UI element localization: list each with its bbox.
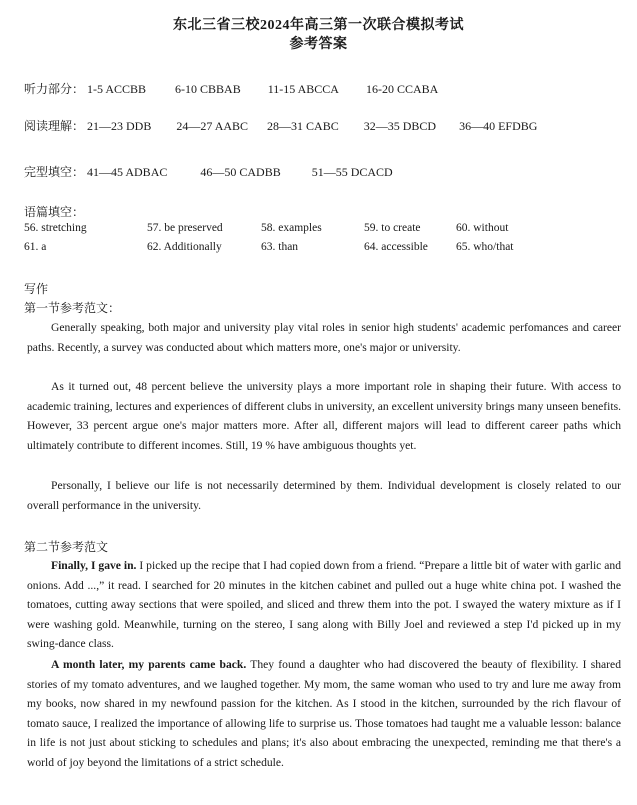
grammar-answer: 63. than	[261, 241, 299, 253]
grammar-answer: 58. examples	[261, 222, 322, 234]
section2-label: 第二节参考范文	[24, 540, 109, 554]
essay2-paragraph	[27, 556, 621, 654]
answer-group: 41—45 ADBAC	[87, 165, 168, 179]
answer-group: 51—55 DCACD	[311, 165, 393, 179]
listening-answers	[24, 80, 438, 97]
paragraph-lead: A month later, my parents came back.	[51, 658, 247, 671]
grammar-answer: 59. to create	[364, 222, 421, 234]
answer-group: 36—40 EFDBG	[459, 119, 538, 133]
answer-group: 32—35 DBCD	[363, 119, 437, 133]
reading-answers	[24, 117, 537, 134]
grammar-answer: 56. stretching	[24, 222, 87, 234]
paragraph-text: I picked up the recipe that I had copied down from a friend. “Prepare a little bit of water with garlic and onions. Add ...,” it read. I searched for 20 minutes in the kitchen cabinet and pulled out a huge white china pot. I washed the tomatoes, cutting away sections that were spoiled, and sliced and threw them into the pot. I swayed the watery mixture as if I were washing gold. Meanwhile, turning on the stereo, I sang along with Billy Joel and reviewed a step I'd picked up in my swing-dance class.	[27, 559, 621, 651]
section1-label: 第一节参考范文：	[24, 301, 121, 315]
grammar-answer: 62. Additionally	[147, 241, 222, 253]
grammar-answer: 61. a	[24, 241, 47, 253]
reading-label: 阅读理解：	[24, 119, 85, 133]
answer-group: 46—50 CADBB	[200, 165, 281, 179]
essay1-paragraph: Generally speaking, both major and university play vital roles in senior high students' academic perfomances and career paths. Recently, a survey was conducted about which matters more, one's major or university.	[27, 321, 621, 354]
grammar-answer: 57. be preserved	[147, 222, 223, 234]
document-title: 东北三省三校2024年高三第一次联合模拟考试	[173, 18, 464, 33]
answer-group: 28—31 CABC	[267, 119, 339, 133]
essay1-paragraph: Personally, I believe our life is not necessarily determined by them. Individual development is closely related to our overall performance in the university.	[27, 479, 621, 512]
paragraph-lead: Finally, I gave in.	[51, 559, 137, 572]
essay1-paragraph: As it turned out, 48 percent believe the university plays a more important role in shaping their future. With access to academic training, lectures and experiences of different clubs in university, an excellent university brings many unseen benefits. However, 33 percent argue one's major matters more. After all, different majors will lead to different career paths which ultimately contribute to different incomes. Still, 19 % have ambiguous thoughts yet.	[27, 380, 621, 452]
cloze-label: 完型填空：	[24, 165, 85, 179]
answer-group: 21—23 DDB	[87, 119, 152, 133]
answer-group: 1-5 ACCBB	[87, 82, 147, 96]
paragraph-text: They found a daughter who had discovered the beauty of flexibility. I shared stories of my tomato adventures, and we laughed together. My mom, the same woman who used to try and lure me away from my books, now shared in my newfound passion for the kitchen. As I stood in the kitchen, surrounded by the rich flavour of tomato sauce, I realized the importance of allowing life to surprise us. Those tomatoes had taught me a valuable lesson: balance in life is not just about sticking to schedules and plans; it's also about embracing the unexpected, reminding me that there's a world of joy beyond the limitations of a strict schedule.	[27, 658, 621, 769]
essay2-paragraph	[27, 655, 621, 773]
grammar-answer: 64. accessible	[364, 241, 428, 253]
listening-label: 听力部分：	[24, 82, 85, 96]
cloze-answers	[24, 163, 393, 180]
answer-group: 24—27 AABC	[176, 119, 249, 133]
document-subtitle: 参考答案	[289, 37, 348, 52]
grammar-answer: 60. without	[456, 222, 509, 234]
grammar-answer: 65. who/that	[456, 241, 514, 253]
grammar-label: 语篇填空：	[24, 205, 85, 219]
writing-label: 写作	[24, 282, 49, 296]
answer-group: 11-15 ABCCA	[267, 82, 339, 96]
answer-group: 16-20 CCABA	[365, 82, 439, 96]
answer-group: 6-10 CBBAB	[175, 82, 241, 96]
